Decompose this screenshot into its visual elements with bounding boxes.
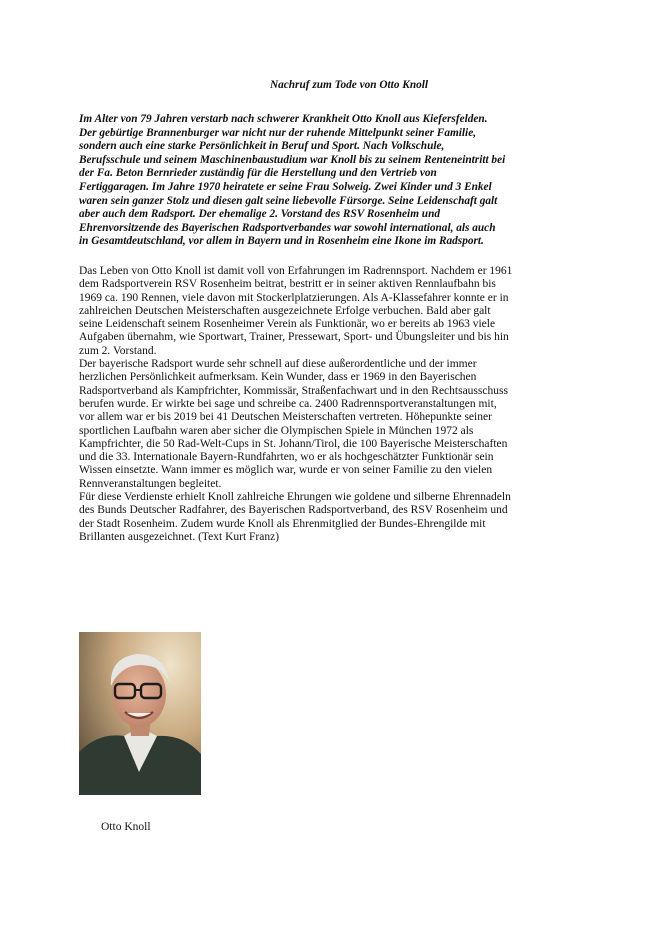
intro-line: der Fa. Beton Bernrieder zuständig für die Herstellung und den Vertrieb von (79, 167, 437, 180)
body-line: seine Leidenschaft seinem Rosenheimer Verein als Funktionär, wo er bereits ab 1963 viele (79, 318, 496, 331)
document-page (79, 78, 619, 544)
body-line: zum 2. Vorstand. (79, 344, 157, 357)
body-line: Das Leben von Otto Knoll ist damit voll von Erfahrungen im Radrennsport. Nachdem er 1961 (79, 264, 513, 277)
body-line: herzlichen Persönlichkeit aufmerksam. Kein Wunder, dass er 1969 in den Bayerischen (79, 371, 477, 384)
intro-line: Berufsschule und seinem Maschinenbaustudium war Knoll bis zu seinem Renteneintritt bei (79, 153, 506, 166)
body-line: zahlreichen Deutschen Meisterschaften ausgezeichnete Erfolge verbuchen. Bald aber galt (79, 304, 491, 317)
body-line: berufen wurde. Er wirkte bei sage und schreibe ca. 2400 Radrennsportveranstaltungen mit, (79, 397, 497, 410)
body-line: Kampfrichter, die 50 Rad-Welt-Cups in St. Johann/Tirol, die 100 Bayerische Meisterschaften (79, 437, 508, 450)
body-line: vor allem war er bis 2019 bei 41 Deutschen Meisterschaften vertreten. Höhepunkte seiner (79, 411, 492, 424)
body-line: dem Radsportverein RSV Rosenheim beitrat, bestritt er in seiner aktiven Rennlaufbahn bis (79, 278, 496, 291)
intro-line: aber auch dem Radsport. Der ehemalige 2. Vorstand des RSV Rosenheim und (79, 208, 441, 221)
body-line: 1969 ca. 190 Rennen, viele davon mit Stockerlplatzierungen. Als A-Klassefahrer konnte er in (79, 291, 509, 304)
body-line: des Bunds Deutscher Radfahrer, des Bayerischen Radsportverband, des RSV Rosenheim und (79, 504, 508, 517)
intro-line: waren sein ganzer Stolz und diesen galt seine liebevolle Fürsorge. Seine Leidenschaft galt (79, 194, 498, 207)
body-line: und die 33. Internationale Bayern-Rundfahrten, wo er als hochgeschätzter Funktionär sein (79, 451, 494, 464)
page-title: Nachruf zum Tode von Otto Knoll (269, 79, 429, 91)
intro-line: Im Alter von 79 Jahren verstarb nach schwerer Krankheit Otto Knoll aus Kiefersfelden. (79, 113, 488, 125)
body-text (79, 265, 619, 544)
body-line: Radsportverband als Kampfrichter, Kommissär, Straßenfachwart und in den Rechtsausschuss (79, 384, 508, 397)
intro-line: in Gesamtdeutschland, vor allem in Bayern und in Rosenheim eine Ikone im Radsport. (79, 235, 484, 248)
photo-caption: Otto Knoll (101, 821, 151, 833)
body-line: Der bayerische Radsport wurde sehr schnell auf diese außerordentliche und der immer (79, 358, 477, 371)
body-line: Aufgaben übernahm, wie Sportwart, Trainer, Pressewart, Sport- und Übungsleiter und bis hin (79, 331, 509, 344)
intro-paragraph (79, 113, 619, 249)
intro-line: Fertiggaragen. Im Jahre 1970 heiratete er seine Frau Solweig. Zwei Kinder und 3 Enkel (79, 180, 492, 193)
body-line: Für diese Verdienste erhielt Knoll zahlreiche Ehrungen wie goldene und silberne Ehrennadeln (79, 490, 511, 503)
body-line: sportlichen Laufbahn waren aber sicher die Olympischen Spiele in München 1972 als (79, 424, 474, 437)
intro-line: Ehrenvorsitzende des Bayerischen Radsportverbandes war sowohl international, als auch (79, 221, 496, 234)
body-line: Wissen einsetzte. Wann immer es möglich war, wurde er von seiner Familie zu den vielen (79, 464, 493, 477)
portrait-photo (79, 632, 201, 795)
body-line: Rennveranstaltungen begleitet. (79, 477, 222, 490)
intro-line: sondern auch eine starke Persönlichkeit in Beruf und Sport. Nach Volkschule, (79, 140, 445, 153)
body-line: Brillanten ausgezeichnet. (Text Kurt Franz) (79, 530, 280, 543)
intro-line: Der gebürtige Brannenburger war nicht nur der ruhende Mittelpunkt seiner Familie, (79, 126, 477, 139)
body-line: der Stadt Rosenheim. Zudem wurde Knoll als Ehrenmitglied der Bundes-Ehrengilde mit (79, 517, 486, 530)
